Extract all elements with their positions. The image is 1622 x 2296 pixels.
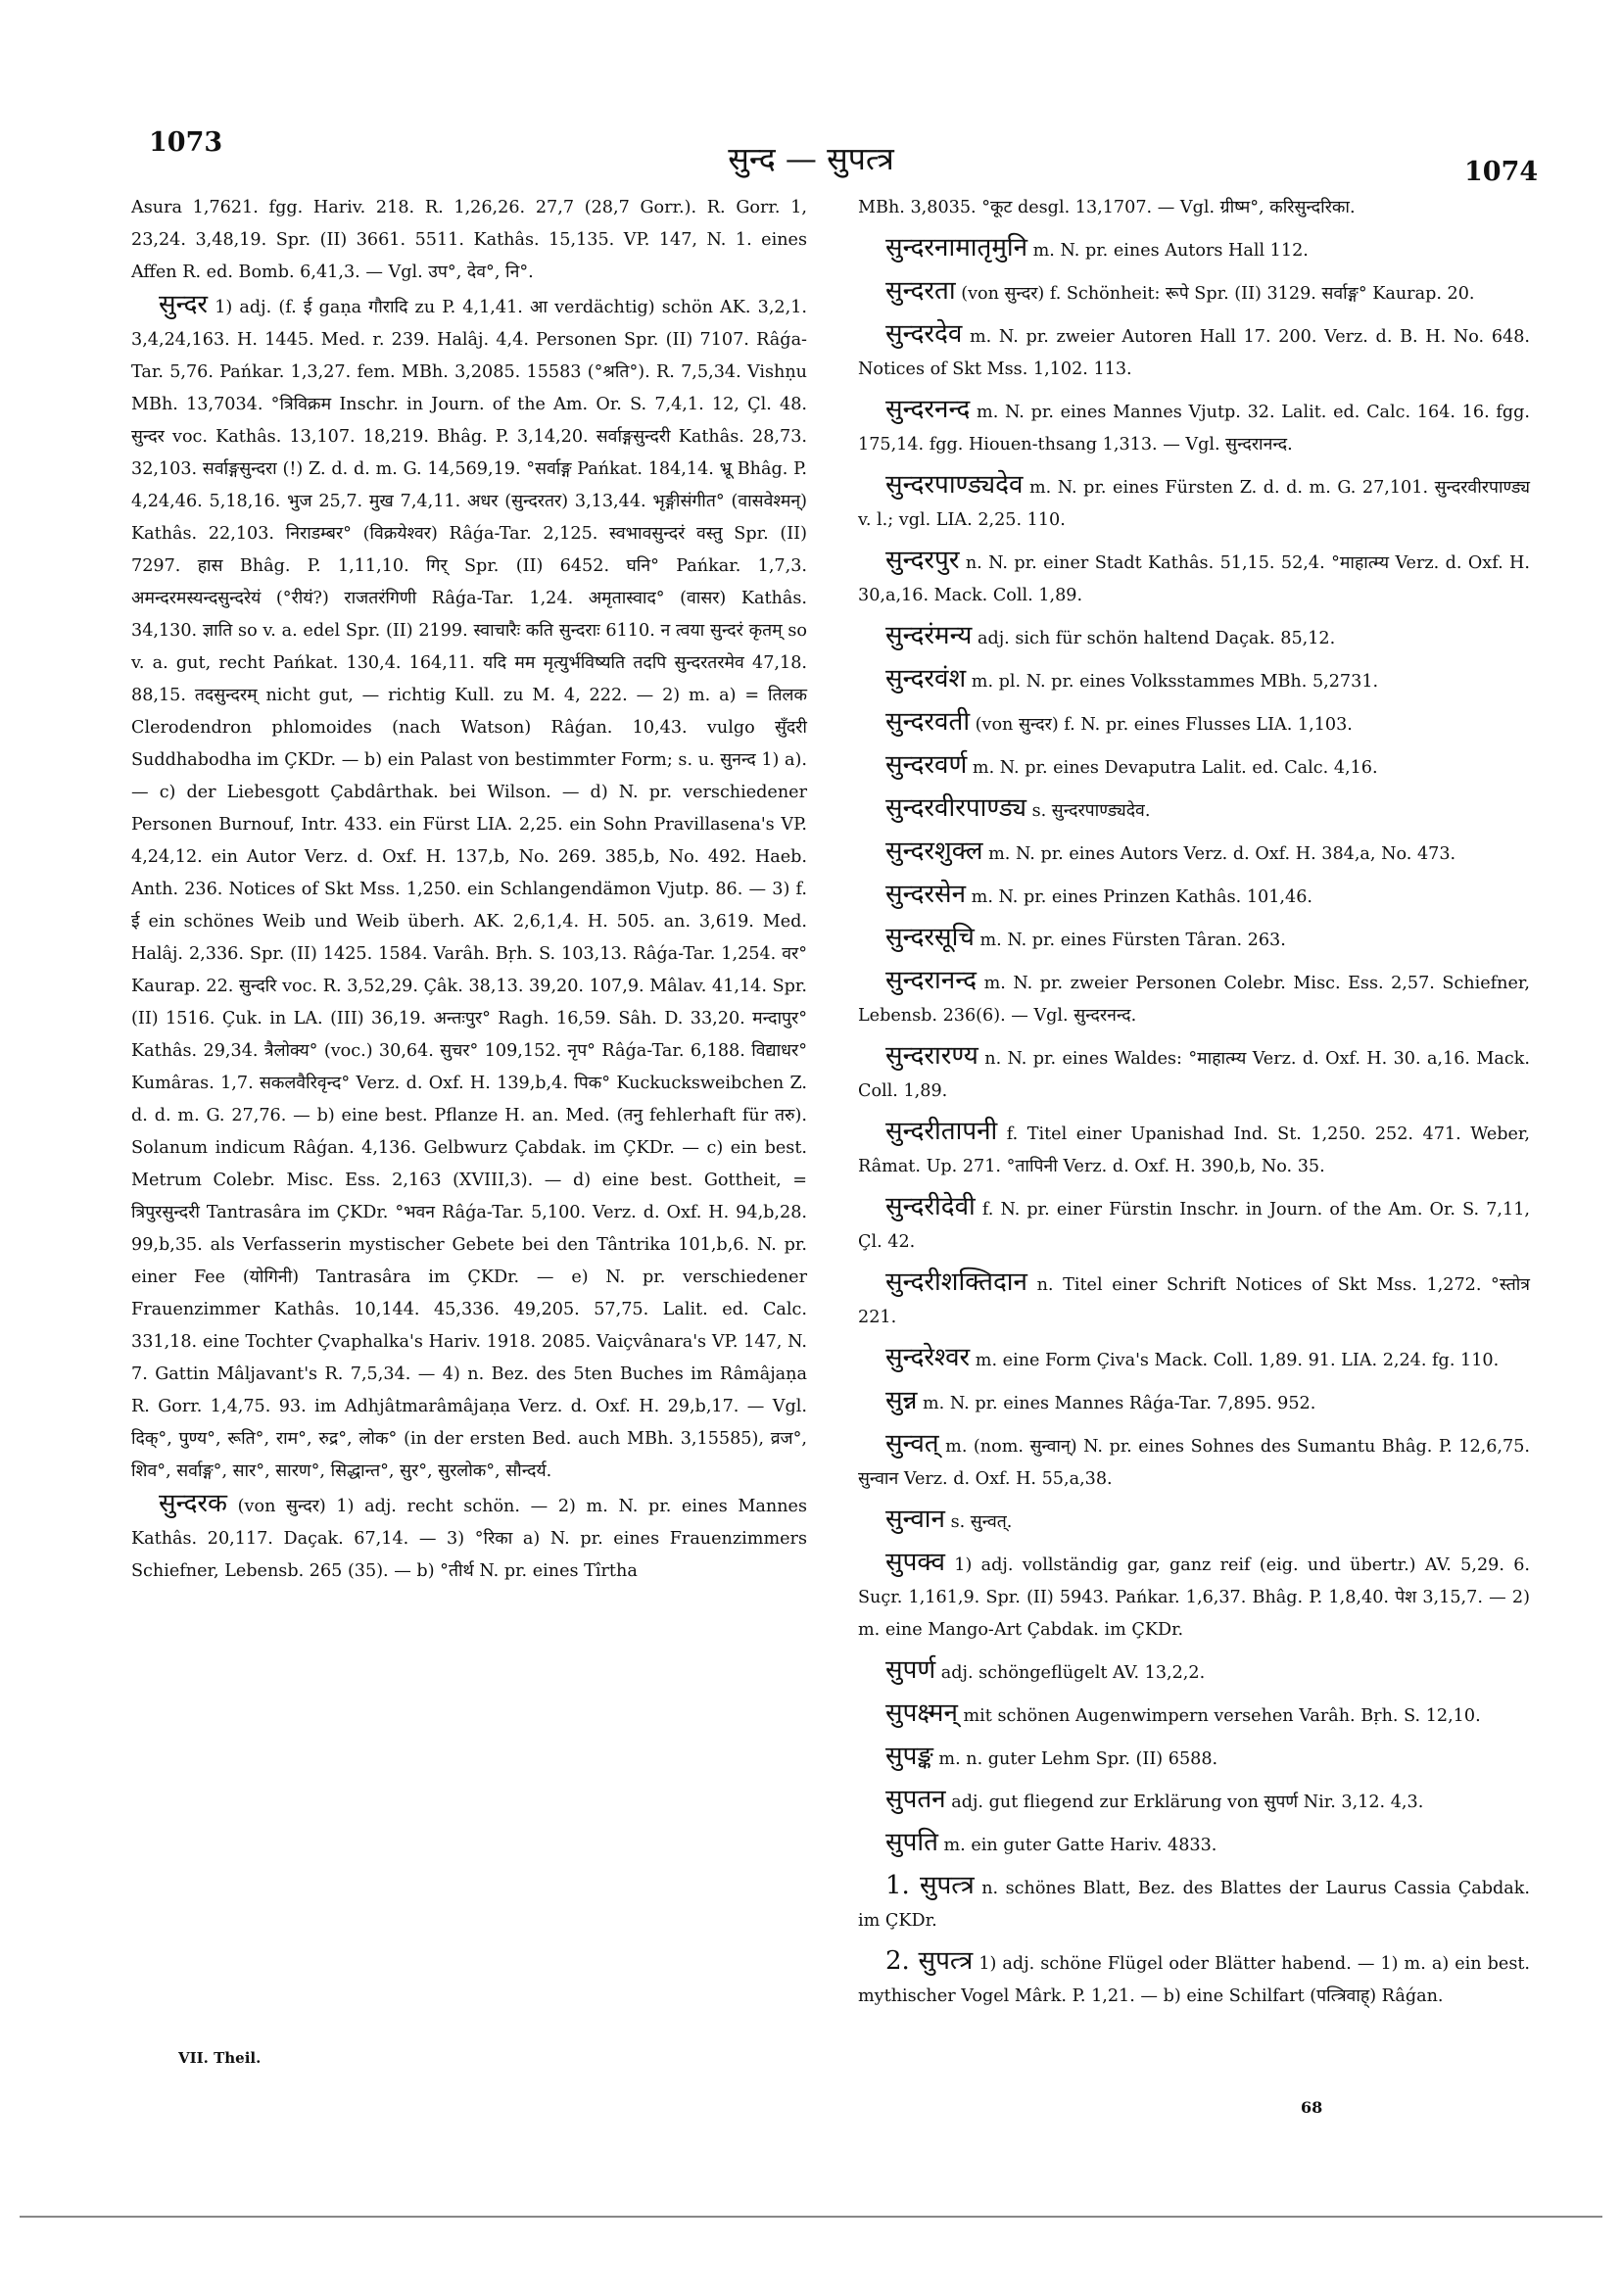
entry-headword: सुन्दरनामातृमुनि [885,233,1028,263]
dictionary-entry [858,620,1530,655]
entry-text: Asura 1,7621. fgg. Hariv. 218. R. 1,26,26. 27,7 (28,7 Gorr.). R. Gorr. 1, 23,24. 3,48,19. Spr. (II) 3661. 5511. Kathâs. 15,135. VP. 147, N. 1. eines Affen R. ed. Bomb. 6,41,3. — Vgl. उप°, देव°, नि°. [131,198,807,282]
entry-headword: सुन्दरसेन [885,880,967,909]
entry-text: s. सुन्दरपाण्ड्यदेव. [1031,801,1151,821]
entry-text: m. N. pr. eines Fürsten Târan. 263. [979,931,1286,950]
dictionary-entry [858,275,1530,311]
entry-text: m. N. pr. eines Autors Hall 112. [1032,241,1309,261]
dictionary-entry [858,1698,1530,1733]
entry-headword: सुपङ्क [885,1742,933,1771]
entry-headword: सुन्दरता [885,276,956,306]
entry-headword: सुन्दरवंश [885,664,967,694]
entry-headword: सुन्दरनन्द [885,395,971,424]
entry-headword: सुन्दरपुर [885,546,960,575]
dictionary-entry [858,394,1530,461]
dictionary-entry [858,1267,1530,1334]
entry-headword: सुन्दरक [159,1489,228,1518]
entry-headword: 2. सुपत्त्र [885,1946,974,1976]
entry-text: n. Titel einer Schrift Notices of Skt Mss. 1,272. °स्तोत्र 221. [858,1275,1530,1327]
signature-mark: VII. Theil. [178,2049,262,2067]
entry-headword: सुन्दरंमन्य [885,621,973,650]
dictionary-entry [858,663,1530,698]
dictionary-entry [858,836,1530,871]
sheet-number: 68 [1301,2098,1323,2117]
entry-text: (von सुन्दर) f. N. pr. eines Flusses LIA. 1,103. [975,715,1353,735]
entry-text: n. N. pr. einer Stadt Kathâs. 51,15. 52,4. °माहात्म्य Verz. d. Oxf. H. 30,a,16. Mack. Coll. 1,89. [858,553,1530,605]
dictionary-entry [858,1827,1530,1862]
entry-text: MBh. 3,8035. °कूट desgl. 13,1707. — Vgl. ग्रीष्म°, करिसुन्दरिका. [858,198,1356,217]
entry-headword: सुन्दरशुक्ल [885,837,983,866]
dictionary-entry [858,1116,1530,1183]
dictionary-entry [858,232,1530,267]
right-column [858,192,1530,2013]
entry-headword: सुन्दरपाण्ड्यदेव [885,470,1024,500]
entry-headword: सुन्दरवीरपाण्ड्य [885,793,1026,823]
bottom-rule [20,2216,1602,2218]
entry-text: adj. schöngeflügelt AV. 13,2,2. [940,1663,1206,1683]
entry-headword: सुन्दरीशक्तिदान [885,1268,1027,1297]
entry-headword: सुपक्ष्मन् [885,1698,958,1728]
entry-text: m. N. pr. eines Devaputra Lalit. ed. Calc. 4,16. [972,758,1378,778]
dictionary-entry [858,1654,1530,1690]
dictionary-entry [858,1741,1530,1776]
entry-headword: सुपर्ण [885,1655,936,1685]
entry-text: m. N. pr. eines Prinzen Kathâs. 101,46. [971,887,1313,907]
entry-headword: सुन्वत् [885,1429,939,1459]
page-number-left: 1073 [149,127,223,158]
entry-text: (von सुन्दर) 1) adj. recht schön. — 2) m. N. pr. eines Mannes Kathâs. 20,117. Daçak. 67,14. — 3) °रिका a) N. pr. eines Frauenzimmers Schiefner, Lebensb. 265 (35). — b) °तीर्थ N. pr. eines Tîrtha [131,1497,807,1581]
entry-text: m. ein guter Gatte Hariv. 4833. [943,1836,1217,1855]
entry-headword: सुन्दर [159,290,209,319]
dictionary-entry [858,749,1530,785]
entry-headword: सुन्वान [885,1505,945,1534]
entry-headword: सुन्दरेश्वर [885,1343,971,1372]
entry-text: m. eine Form Çiva's Mack. Coll. 1,89. 91. LIA. 2,24. fg. 110. [975,1351,1500,1370]
entry-headword: सुन्दरदेव [885,319,963,349]
entry-headword: सुन्दरवती [885,707,971,737]
entry-headword: सुन्दरीदेवी [885,1192,976,1221]
dictionary-entry [858,1428,1530,1496]
dictionary-entry [858,1191,1530,1259]
entry-headword: सुपति [885,1828,938,1857]
dictionary-entry [858,1784,1530,1819]
entry-headword: सुन्दरानन्द [885,966,978,995]
dictionary-entry [858,706,1530,741]
dictionary-entry [858,1385,1530,1420]
entry-text: 1) adj. schöne Flügel oder Blätter habend. — 1) m. a) ein best. mythischer Vogel Mârk. P. 1,21. — b) eine Schilfart (पत्त्रिवाह्) Râǵan. [858,1954,1531,2006]
dictionary-entry [858,1945,1530,2013]
dictionary-entry [131,289,807,1488]
entry-text: m. N. pr. zweier Personen Colebr. Misc. Ess. 2,57. Schiefner, Lebensb. 236(6). — Vgl. सुन्दरनन्द. [858,974,1530,1026]
dictionary-entry [858,545,1530,612]
entry-text: (von सुन्दर) f. Schönheit: रूपे Spr. (II) 3129. सर्वाङ्ग° Kaurap. 20. [961,284,1475,304]
running-head: सुन्द — सुपत्त्र [728,140,894,177]
entry-headword: सुन्दरारण्य [885,1041,978,1071]
dictionary-entry [858,318,1530,386]
entry-headword: सुन्दरीतापनी [885,1117,998,1146]
entry-text: m. N. pr. eines Autors Verz. d. Oxf. H. 384,a, No. 473. [988,844,1456,864]
entry-text: m. (nom. सुन्वान्) N. pr. eines Sohnes des Sumantu Bhâg. P. 12,6,75. सुन्वान Verz. d. Oxf. H. 55,a,38. [858,1437,1531,1489]
entry-text: m. N. pr. zweier Autoren Hall 17. 200. Verz. d. B. H. No. 648. Notices of Skt Mss. 1,102. 113. [858,327,1530,379]
dictionary-entry [858,1040,1530,1108]
entry-text: m. N. pr. eines Fürsten Z. d. d. m. G. 27,101. सुन्दरवीरपाण्ड्य v. l.; vgl. LIA. 2,25. 110. [858,478,1531,530]
dictionary-entry [858,192,1530,224]
entry-text: m. n. guter Lehm Spr. (II) 6588. [938,1749,1218,1769]
dictionary-entry [858,922,1530,957]
entry-headword: सुन्न [885,1386,918,1415]
entry-text: m. N. pr. eines Mannes Vjutp. 32. Lalit. ed. Calc. 164. 16. fgg. 175,14. fgg. Hiouen-thsang 1,313. — Vgl. सुन्दरानन्द. [858,403,1531,454]
dictionary-entry [858,965,1530,1032]
dictionary-entry [858,1547,1530,1647]
left-column [131,192,807,1588]
dictionary-entry [131,192,807,289]
entry-text: adj. sich für schön haltend Daçak. 85,12. [977,629,1336,648]
entry-text: n. schönes Blatt, Bez. des Blattes der Laurus Cassia Çabdak. im ÇKDr. [858,1879,1531,1931]
page-number-right: 1074 [1464,157,1539,187]
entry-text: m. pl. N. pr. eines Volksstammes MBh. 5,2731. [971,672,1379,692]
entry-text: f. N. pr. einer Fürstin Inschr. in Journ. of the Am. Or. S. 7,11, Çl. 42. [858,1200,1530,1252]
entry-headword: सुपतन [885,1785,946,1814]
dictionary-entry [858,1870,1530,1937]
dictionary-entry [858,792,1530,828]
entry-text: m. N. pr. eines Mannes Râǵa-Tar. 7,895. 952. [923,1394,1316,1413]
entry-text: n. N. pr. eines Waldes: °माहात्म्य Verz. d. Oxf. H. 30. a,16. Mack. Coll. 1,89. [858,1049,1530,1101]
dictionary-entry [858,469,1530,537]
entry-text: s. सुन्वत्. [950,1512,1013,1532]
entry-text: 1) adj. vollständig gar, ganz reif (eig. und übertr.) AV. 5,29. 6. Suçr. 1,161,9. Spr. (II) 5943. Pańkar. 1,6,37. Bhâg. P. 1,8,40. पेश 3,15,7. — 2) m. eine Mango-Art Çabdak. im ÇKDr. [858,1555,1530,1640]
entry-headword: सुपक्व [885,1548,945,1577]
dictionary-entry [131,1488,807,1588]
entry-text: f. Titel einer Upanishad Ind. St. 1,250. 252. 471. Weber, Râmat. Up. 271. °तापिनी Verz. d. Oxf. H. 390,b, No. 35. [858,1124,1530,1176]
entry-text: mit schönen Augenwimpern versehen Varâh. Bṛh. S. 12,10. [963,1706,1481,1726]
dictionary-entry [858,879,1530,914]
entry-headword: 1. सुपत्त्र [885,1871,975,1900]
entry-headword: सुन्दरवर्ण [885,750,968,780]
dictionary-entry [858,1342,1530,1377]
entry-text: 1) adj. (f. ई gaṇa गौरादि zu P. 4,1,41. आ verdächtig) schön AK. 3,2,1. 3,4,24,163. H. 1445. Med. r. 239. Halâj. 4,4. Personen Spr. (II) 7107. Râǵa-Tar. 5,76. Pańkar. 1,3,27. fem. MBh. 3,2085. 15583 (°श्रति°). R. 7,5,34. Vishṇu MBh. 13,7034. °त्रिविक्रम Inschr. in Journ. of the Am. Or. S. 7,4,1. 12, Çl. 48. सुन्दर voc. Kathâs. 13,107. 18,219. Bhâg. P. 3,14,20. सर्वाङ्गसुन्दरी Kathâs. 28,73. 32,103. सर्वाङ्गसुन्दरा (!) Z. d. d. m. G. 14,569,19. °सर्वाङ्ग Pańkat. 184,14. भ्रू Bhâg. P. 4,24,46. 5,18,16. भुज 25,7. मुख 7,4,11. अधर (सुन्दरतर) 3,13,44. भृङ्गीसंगीत° (वासवेश्मन्) Kathâs. 22,103. निराडम्बर° (विक्रयेश्वर) Râǵa-Tar. 2,125. स्वभावसुन्दरं वस्तु Spr. (II) 7297. हास Bhâg. P. 1,11,10. गिर् Spr. (II) 6452. घनि° Pańkar. 1,7,3. अमन्दरमस्यन्दसुन्दरेयं (°रीयं?) राजतरंगिणी Râǵa-Tar. 1,24. अमृतास्वाद° (वासर) Kathâs. 34,130. ज्ञाति so v. a. edel Spr. (II) 2199. स्वाचारैः कति सुन्दराः 6110. न त्वया सुन्दरं कृतम् so v. a. gut, recht Pańkat. 130,4. 164,11. यदि मम मृत्युर्भविष्यति तदपि सुन्दरतरमेव 47,18. 88,15. तदसुन्दरम् nicht gut, — richtig Kull. zu M. 4, 222. — 2) m. a) = तिलक Clerodendron phlomoides (nach Watson) Râǵan. 10,43. vulgo सुँदरी Suddhabodha im ÇKDr. — b) ein Palast von bestimmter Form; s. u. सुनन्द 1) a). — c) der Liebesgott Çabdârthak. bei Wilson. — d) N. pr. verschiedener Personen Burnouf, Intr. 433. ein Fürst LIA. 2,25. ein Sohn Pravillasena's VP. 4,24,12. ein Autor Verz. d. Oxf. H. 137,b, No. 269. 385,b, No. 492. Haeb. Anth. 236. Notices of Skt Mss. 1,250. ein Schlangendämon Vjutp. 86. — 3) f. ई ein schönes Weib und Weib überh. AK. 2,6,1,4. H. 505. an. 3,619. Med. Halâj. 2,336. Spr. (II) 1425. 1584. Varâh. Bṛh. S. 103,13. Râǵa-Tar. 1,254. वर° Kaurap. 22. सुन्दरि voc. R. 3,52,29. Çâk. 38,13. 39,20. 107,9. Mâlav. 41,14. Spr. (II) 1516. Çuk. in LA. (III) 36,19. अन्तःपुर° Ragh. 16,59. Sâh. D. 33,20. मन्दापुर° Kathâs. 29,34. त्रैलोक्य° (voc.) 30,64. सुचर° 109,152. नृप° Râǵa-Tar. 6,188. विद्याधर° Kumâras. 1,7. सकलवैरिवृन्द° Verz. d. Oxf. H. 139,b,4. पिक° Kuckucksweibchen Z. d. d. m. G. 27,76. — b) eine best. Pflanze H. an. Med. (तनु fehlerhaft für तरु). Solanum indicum Râǵan. 4,136. Gelbwurz Çabdak. im ÇKDr. — c) ein best. Metrum Colebr. Misc. Ess. 2,163 (XVIII,3). — d) eine best. Gottheit, = त्रिपुरसुन्दरी Tantrasâra im ÇKDr. °भवन Râǵa-Tar. 5,100. Verz. d. Oxf. H. 94,b,28. 99,b,35. als Verfasserin mystischer Gebete bei den Tântrika 101,b,6. N. pr. einer Fee (योगिनी) Tantrasâra im ÇKDr. — e) N. pr. verschiedener Frauenzimmer Kathâs. 10,144. 45,336. 49,205. 57,75. Lalit. ed. Calc. 331,18. eine Tochter Çvaphalka's Hariv. 1918. 2085. Vaiçvânara's VP. 147, N. 7. Gattin Mâljavant's R. 7,5,34. — 4) n. Bez. des 5ten Buches im Râmâjaṇa R. Gorr. 1,4,75. 93. im Adhjâtmarâmâjaṇa Verz. d. Oxf. H. 29,b,17. — Vgl. दिक्°, पुण्य°, रूति°, राम°, रुद्र°, लोक° (in der ersten Bed. auch MBh. 3,15585), व्रज°, शिव°, सर्वाङ्ग°, सार°, सारण°, सिद्धान्त°, सुर°, सुरलोक°, सौन्दर्य. [131,298,807,1481]
entry-headword: सुन्दरसूचि [885,923,975,952]
entry-text: adj. gut fliegend zur Erklärung von सुपर्ण Nir. 3,12. 4,3. [951,1793,1424,1812]
dictionary-entry [858,1504,1530,1539]
